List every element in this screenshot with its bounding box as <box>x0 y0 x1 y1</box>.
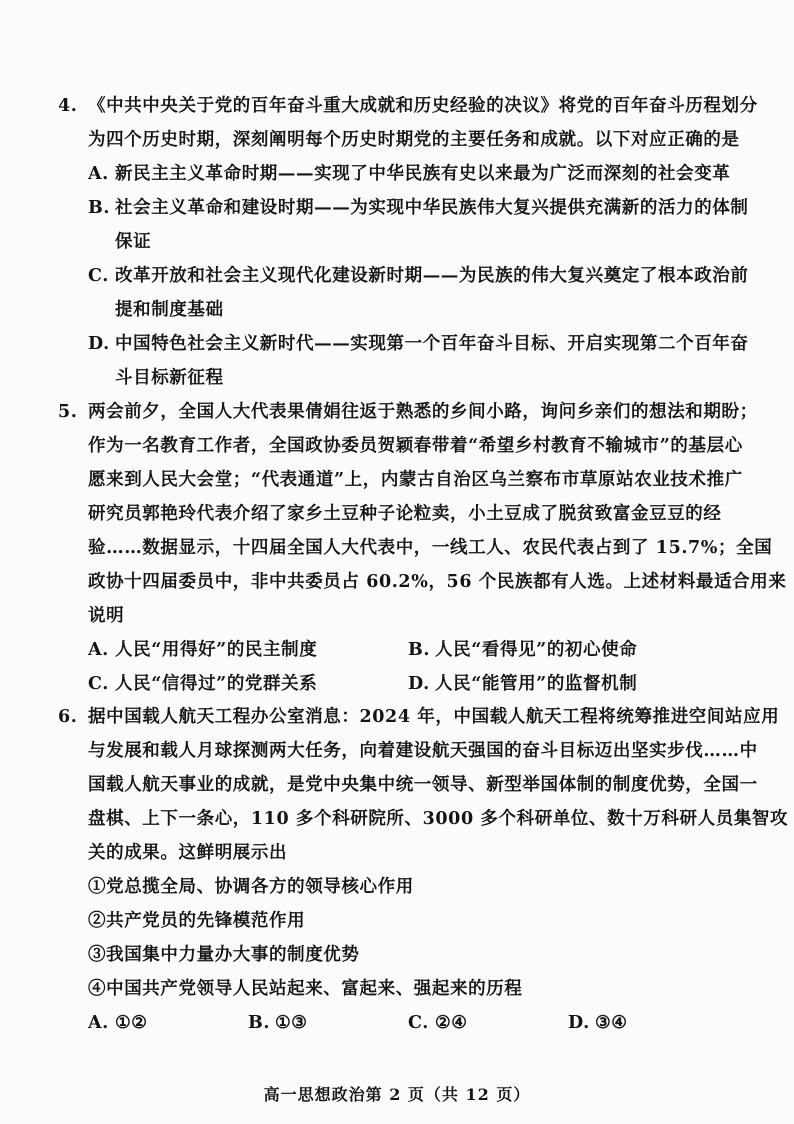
question-6-item-2: ②共产党员的先锋模范作用 <box>88 911 306 931</box>
question-4-option-a: A. 新民主主义革命时期——实现了中华民族有史以来最为广泛而深刻的社会变革 <box>88 164 731 184</box>
question-4-option-d-cont: 斗目标新征程 <box>115 368 224 388</box>
question-6-stem-line: 关的成果。这鲜明展示出 <box>88 843 288 863</box>
question-4-option-b: B. 社会主义革命和建设时期——为实现中华民族伟大复兴提供充满新的活力的体制 <box>88 198 749 218</box>
question-5-option-a: A. 人民“用得好”的民主制度 <box>88 640 318 660</box>
question-6-option-c: C. ②④ <box>408 1013 468 1033</box>
question-5-stem-line: 验……数据显示，十四届全国人大代表中，一线工人、农民代表占到了 15.7%；全国 <box>88 538 773 558</box>
question-5-stem-line: 作为一名教育工作者，全国政协委员贺颖春带着“希望乡村教育不输城市”的基层心 <box>88 436 743 456</box>
question-5 <box>58 395 787 701</box>
question-5-stem-line: 政协十四届委员中，非中共委员占 60.2%，56 个民族都有人选。上述材料最适合用来 <box>88 572 787 592</box>
question-5-stem-line: 研究员郭艳玲代表介绍了家乡土豆种子论粒卖，小土豆成了脱贫致富金豆豆的经 <box>88 504 722 524</box>
question-6-item-3: ③我国集中力量办大事的制度优势 <box>88 945 360 965</box>
question-6 <box>58 700 789 1040</box>
question-6-item-1: ①党总揽全局、协调各方的领导核心作用 <box>88 877 414 897</box>
question-6-stem-line: 与发展和载人月球探测两大任务，向着建设航天强国的奋斗目标迈出坚实步伐……中 <box>88 741 758 761</box>
question-6-option-b: B. ①③ <box>248 1013 308 1033</box>
question-5-options-row <box>58 667 748 701</box>
question-5-stem-line: 5. 两会前夕，全国人大代表果倩娟往返于熟悉的乡间小路，询问乡亲们的想法和期盼； <box>58 395 748 429</box>
question-4-option-c-cont: 提和制度基础 <box>115 300 224 320</box>
question-6-options-row <box>58 1006 748 1040</box>
question-6-item-4: ④中国共产党领导人民站起来、富起来、强起来的历程 <box>88 979 523 999</box>
question-number: 6. <box>58 707 78 727</box>
question-number: 5. <box>58 402 78 422</box>
page-footer: 高一思想政治第 2 页（共 12 页） <box>263 1085 531 1104</box>
question-6-stem-line: 6. 据中国载人航天工程办公室消息：2024 年，中国载人航天工程将统筹推进空间站应用 <box>58 700 748 734</box>
question-5-options-row <box>58 633 748 667</box>
question-6-option-d: D. ③④ <box>568 1013 628 1033</box>
question-number: 4. <box>58 96 78 116</box>
question-5-stem-line: 愿来到人民大会堂；“代表通道”上，内蒙古自治区乌兰察布市草原站农业技术推广 <box>88 470 743 490</box>
question-5-option-b: B. 人民“看得见”的初心使命 <box>408 640 638 660</box>
question-4 <box>58 89 758 395</box>
question-4-option-b-cont: 保证 <box>115 232 152 252</box>
question-5-option-d: D. 人民“能管用”的监督机制 <box>408 674 638 694</box>
question-4-option-d: D. 中国特色社会主义新时代——实现第一个百年奋斗目标、开启实现第二个百年奋 <box>88 334 749 354</box>
question-4-stem-line: 4. 《中共中央关于党的百年奋斗重大成就和历史经验的决议》将党的百年奋斗历程划分 <box>58 89 748 123</box>
question-4-option-c: C. 改革开放和社会主义现代化建设新时期——为民族的伟大复兴奠定了根本政治前 <box>88 266 749 286</box>
question-4-stem-line: 为四个历史时期，深刻阐明每个历史时期党的主要任务和成就。以下对应正确的是 <box>88 130 740 150</box>
question-6-option-a: A. ①② <box>88 1013 148 1033</box>
question-6-stem-line: 盘棋、上下一条心，110 多个科研院所、3000 多个科研单位、数十万科研人员集智攻 <box>88 809 789 829</box>
question-6-stem-line: 国载人航天事业的成就，是党中央集中统一领导、新型举国体制的制度优势，全国一 <box>88 775 758 795</box>
question-5-stem-line: 说明 <box>88 606 125 626</box>
question-5-option-c: C. 人民“信得过”的党群关系 <box>88 674 318 694</box>
